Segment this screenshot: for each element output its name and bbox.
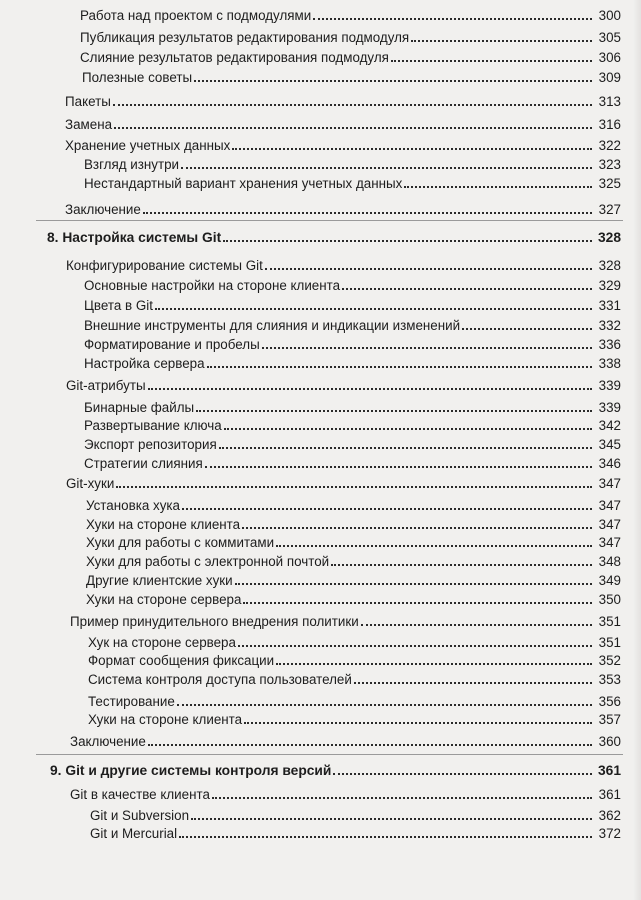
chapter-divider: [36, 220, 623, 221]
leader-dots: [113, 104, 592, 106]
chapter-page: 328: [597, 230, 621, 245]
toc-entry-title: Git в качестве клиента: [70, 787, 210, 802]
toc-entry-title: Хук на стороне сервера: [88, 635, 236, 650]
toc-entry-title: Цвета в Git: [84, 298, 153, 313]
toc-entry: [86, 569, 621, 589]
leader-dots: [114, 127, 592, 129]
toc-entry-title: Работа над проектом с подмодулями: [80, 8, 312, 23]
leader-dots: [179, 836, 592, 838]
leader-dots: [212, 797, 592, 799]
toc-entry-page: 372: [598, 826, 621, 841]
toc-entry-title: Система контроля доступа пользователей: [88, 672, 352, 687]
toc-entry: [70, 610, 621, 630]
page-edge-shadow: [633, 0, 641, 900]
toc-entry: [86, 513, 621, 533]
toc-entry-page: 329: [598, 278, 621, 293]
toc-entry-page: 350: [598, 592, 621, 607]
toc-entry-page: 351: [598, 614, 621, 629]
toc-entry: [84, 274, 621, 294]
toc-entry-title: Другие клиентские хуки: [86, 573, 233, 588]
toc-entry: [84, 314, 621, 334]
leader-dots: [331, 564, 592, 566]
toc-entry-title: Публикация результатов редактирования подмодуля: [80, 30, 410, 45]
toc-entry-page: 309: [598, 70, 621, 85]
toc-entry-page: 353: [598, 672, 621, 687]
toc-entry-page: 336: [598, 337, 621, 352]
toc-entry-page: 339: [598, 400, 621, 415]
leader-dots: [462, 328, 592, 330]
toc-entry: [84, 414, 621, 434]
toc-entry-title: Тестирование: [88, 694, 175, 709]
toc-entry: [88, 668, 621, 688]
toc-entry-title: Git и Mercurial: [90, 826, 178, 841]
toc-entry-title: Взгляд изнутри: [84, 157, 180, 172]
toc-entry-title: Git-атрибуты: [66, 378, 146, 393]
toc-entry-page: 361: [598, 787, 621, 802]
leader-dots: [354, 682, 592, 684]
leader-dots: [148, 744, 592, 746]
leader-dots: [262, 347, 592, 349]
toc-entry-page: 339: [598, 378, 621, 393]
toc-entry-page: 347: [598, 535, 621, 550]
toc-entry: [90, 822, 621, 842]
toc-entry: [65, 198, 621, 218]
toc-entry: [84, 352, 621, 372]
toc-entry-title: Хуки на стороне клиента: [88, 712, 243, 727]
toc-entry: [88, 690, 621, 710]
leader-dots: [276, 663, 592, 665]
toc-entry: [66, 374, 621, 394]
toc-entry-page: 360: [598, 734, 621, 749]
toc-entry-title: Формат сообщения фиксации: [88, 653, 275, 668]
toc-entry-page: 325: [598, 176, 621, 191]
toc-entry-title: Внешние инструменты для слияния и индикации изменений: [84, 318, 461, 333]
toc-entry-page: 323: [598, 157, 621, 172]
toc-entry-page: 347: [598, 476, 621, 491]
chapter-title: 9. Git и другие системы контроля версий: [50, 763, 332, 778]
toc-entry: [66, 254, 621, 274]
toc-entry-page: 356: [598, 694, 621, 709]
toc-entry-title: Форматирование и пробелы: [84, 337, 260, 352]
toc-entry-page: 347: [598, 517, 621, 532]
leader-dots: [265, 268, 592, 270]
toc-entry-title: Настройка сервера: [84, 356, 205, 371]
toc-entry-title: Бинарные файлы: [84, 400, 195, 415]
toc-entry-title: Хранение учетных данных: [65, 138, 231, 153]
toc-entry-title: Пакеты: [65, 94, 111, 109]
leader-dots: [342, 288, 592, 290]
toc-entry-page: 328: [598, 258, 621, 273]
leader-dots: [143, 212, 592, 214]
toc-entry-page: 332: [598, 318, 621, 333]
toc-entry-title: Пример принудительного внедрения политики: [70, 614, 359, 629]
toc-entry-page: 305: [598, 30, 621, 45]
toc-entry: [90, 804, 621, 824]
toc-entry: [86, 550, 621, 570]
toc-entry-page: 342: [598, 418, 621, 433]
toc-entry: [84, 153, 621, 173]
toc-entry-page: 322: [598, 138, 621, 153]
toc-entry-page: 327: [598, 202, 621, 217]
chapter-divider: [36, 754, 623, 755]
chapter-heading: [50, 759, 621, 779]
toc-entry-title: Заключение: [65, 202, 141, 217]
toc-entry-title: Слияние результатов редактирования подмодуля: [80, 50, 389, 65]
toc-entry: [82, 66, 621, 86]
toc-entry-page: 362: [598, 808, 621, 823]
toc-entry-page: 346: [598, 456, 621, 471]
toc-entry: [84, 172, 621, 192]
leader-dots: [207, 366, 592, 368]
leader-dots: [242, 527, 592, 529]
leader-dots: [276, 545, 592, 547]
toc-entry: [84, 452, 621, 472]
leader-dots: [391, 60, 592, 62]
toc-entry-title: Хуки на стороне клиента: [86, 517, 241, 532]
toc-entry-page: 348: [598, 554, 621, 569]
toc-entry: [86, 588, 621, 608]
leader-dots: [243, 602, 592, 604]
chapter-page: 361: [597, 763, 621, 778]
toc-entry-page: 313: [598, 94, 621, 109]
leader-dots: [235, 583, 592, 585]
toc-entry-title: Заключение: [70, 734, 146, 749]
toc-entry: [65, 90, 621, 110]
toc-entry: [80, 46, 621, 66]
leader-dots: [205, 466, 592, 468]
toc-entry-title: Нестандартный вариант хранения учетных данных: [84, 176, 403, 191]
toc-entry: [70, 730, 621, 750]
toc-entry: [66, 472, 621, 492]
toc-entry-page: 345: [598, 437, 621, 452]
leader-dots: [313, 18, 592, 20]
toc-entry-title: Замена: [65, 117, 113, 132]
leader-dots: [361, 624, 592, 626]
chapter-title: 8. Настройка системы Git: [47, 230, 222, 245]
leader-dots: [219, 447, 592, 449]
toc-entry-page: 306: [598, 50, 621, 65]
leader-dots: [194, 80, 592, 82]
leader-dots: [232, 148, 592, 150]
leader-dots: [404, 186, 592, 188]
toc-entry: [86, 531, 621, 551]
toc-entry: [70, 783, 621, 803]
toc-entry-page: 338: [598, 356, 621, 371]
toc-entry-title: Развертывание ключа: [84, 418, 222, 433]
toc-entry-page: 316: [598, 117, 621, 132]
leader-dots: [224, 428, 592, 430]
toc-entry-title: Экспорт репозитория: [84, 437, 217, 452]
toc-entry-title: Git-хуки: [66, 476, 115, 491]
toc-entry-title: Хуки для работы с коммитами: [86, 535, 275, 550]
toc-entry-title: Хуки для работы с электронной почтой: [86, 554, 330, 569]
toc-entry-title: Полезные советы: [82, 70, 193, 85]
leader-dots: [411, 40, 592, 42]
leader-dots: [148, 388, 592, 390]
leader-dots: [116, 486, 592, 488]
leader-dots: [333, 773, 592, 775]
toc-entry: [84, 396, 621, 416]
toc-entry-title: Хуки на стороне сервера: [86, 592, 242, 607]
leader-dots: [181, 167, 592, 169]
toc-entry-title: Конфигурирование системы Git: [66, 258, 263, 273]
leader-dots: [191, 818, 592, 820]
toc-entry: [86, 494, 621, 514]
chapter-heading: [47, 226, 621, 246]
leader-dots: [155, 308, 592, 310]
leader-dots: [182, 508, 592, 510]
toc-entry: [88, 631, 621, 651]
toc-entry: [84, 433, 621, 453]
toc-entry: [65, 113, 621, 133]
leader-dots: [244, 722, 592, 724]
toc-entry-page: 349: [598, 573, 621, 588]
leader-dots: [238, 645, 592, 647]
toc-entry-title: Основные настройки на стороне клиента: [84, 278, 341, 293]
leader-dots: [196, 410, 592, 412]
toc-entry-title: Стратегии слияния: [84, 456, 203, 471]
toc-entry-page: 300: [598, 8, 621, 23]
toc-entry-page: 352: [598, 653, 621, 668]
toc-entry-title: Установка хука: [86, 498, 181, 513]
leader-dots: [223, 240, 592, 242]
toc-entry-page: 331: [598, 298, 621, 313]
toc-entry: [84, 294, 621, 314]
toc-entry: [88, 708, 621, 728]
toc-entry: [84, 333, 621, 353]
toc-entry: [88, 649, 621, 669]
toc-entry-page: 351: [598, 635, 621, 650]
toc-entry: [80, 4, 621, 24]
toc-entry: [80, 26, 621, 46]
toc-entry-page: 357: [598, 712, 621, 727]
toc-entry: [65, 134, 621, 154]
leader-dots: [177, 704, 592, 706]
toc-entry-page: 347: [598, 498, 621, 513]
toc-entry-title: Git и Subversion: [90, 808, 190, 823]
